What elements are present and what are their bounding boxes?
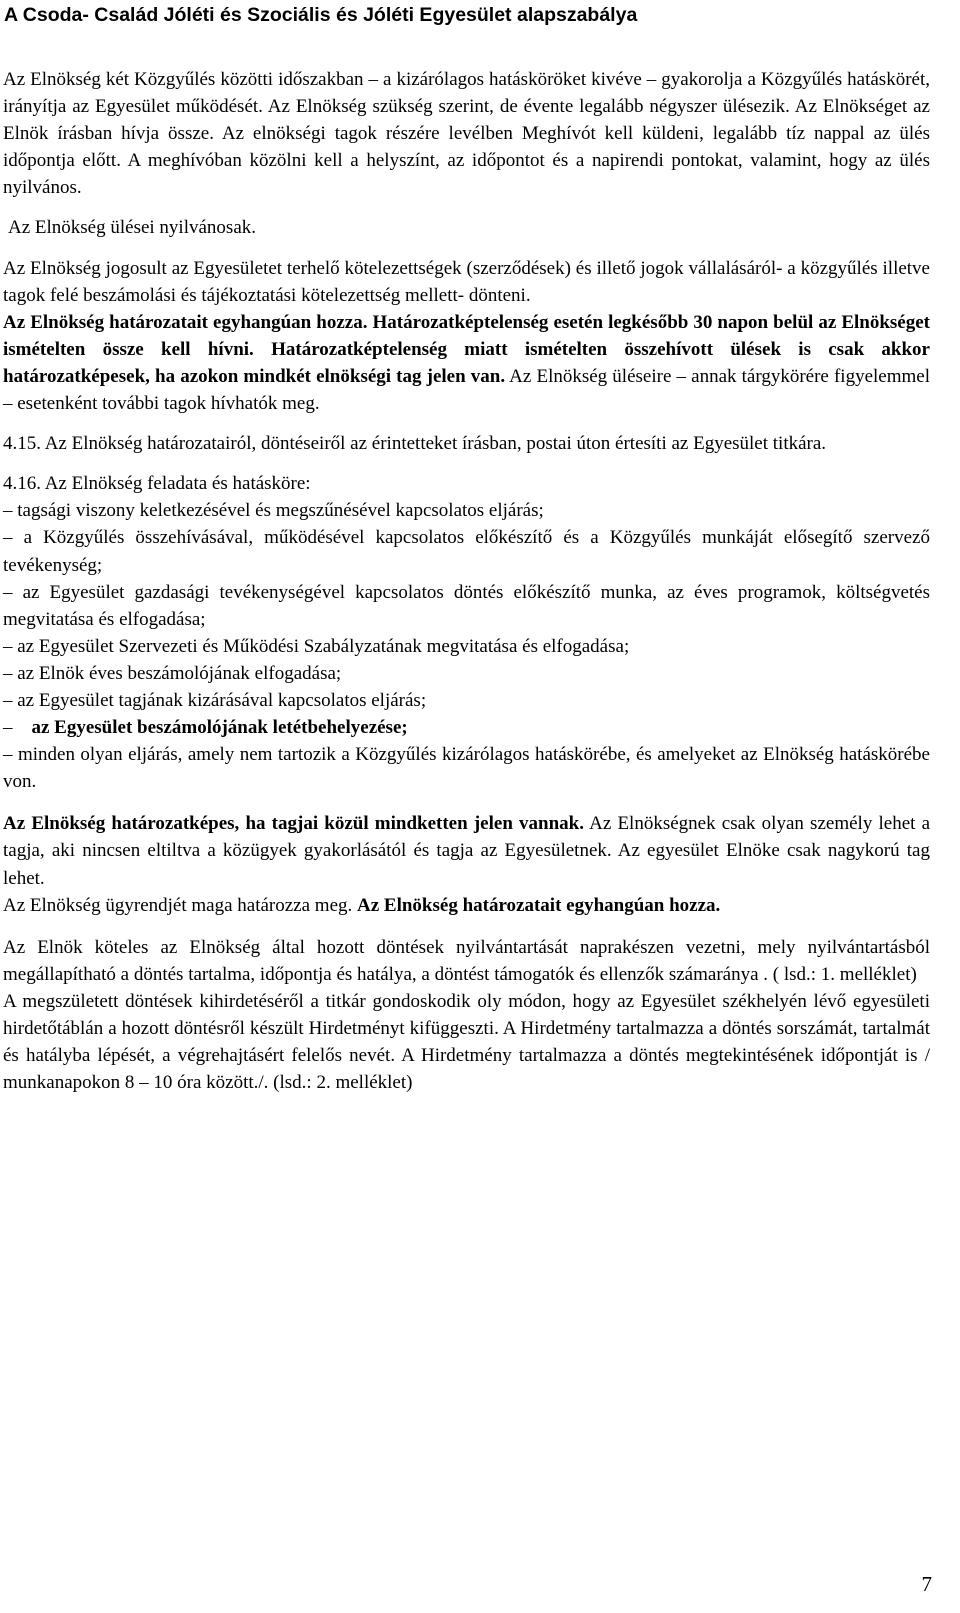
rules-text	[3, 892, 930, 919]
section-4-16	[3, 470, 930, 795]
decision-normal: Az Elnökség üléseire – annak tárgykörére figyelemmel – esetenként további tagok hívhatók meg.	[3, 365, 930, 415]
list-item: – az Elnök éves beszámolójának elfogadása;	[3, 662, 342, 684]
rules-bold: Az Elnökség határozatait egyhangúan hozza.	[357, 894, 721, 916]
list-item-bold-text: az Egyesület beszámolójának letétbehelyezése;	[31, 717, 408, 739]
records-text: Az Elnök köteles az Elnökség által hozott döntések nyilvántartását naprakészen vezetni, mely nyilvántartásból megállapítható a döntés tartalma, időpontja és hatálya, a döntést támogatók és ellenzők számaránya . ( lsd.: 1. melléklet)	[3, 936, 930, 985]
list-item: – az Egyesület Szervezeti és Működési Szabályzatának megvitatása és elfogadása;	[3, 635, 630, 657]
announcement-text: A megszületett döntések kihirdetéséről a titkár gondoskodik oly módon, hogy az Egyesület székhelyén lévő egyesületi hirdetőtáblán a hozott döntésről készült Hirdetményt kifüggeszti. A Hirdetmény tartalmazza a döntés sorszámát, tartalmát és hatályba lépését, a végrehajtásért felelős nevét. A Hirdetmény tartalmazza a döntés megtekintésének időpontját is / munkanapokon 8 – 10 óra között./. (lsd.: 2. melléklet)	[3, 990, 930, 1094]
list-item-dash: –	[3, 717, 18, 739]
paragraph-public-meetings: Az Elnökség ülései nyilvánosak.	[8, 217, 257, 239]
document-header-title: A Csoda- Család Jóléti és Szociális és Jóléti Egyesület alapszabálya	[4, 4, 638, 26]
paragraph-records	[3, 934, 930, 1097]
list-item: – az Egyesület tagjának kizárásával kapcsolatos eljárás;	[3, 689, 427, 711]
quorum-text	[3, 810, 930, 891]
rules-normal: Az Elnökség ügyrendjét maga határozza meg.	[3, 894, 357, 916]
decision-bold-1: Az Elnökség határozatait egyhangúan hozza.	[3, 311, 368, 333]
section-4-16-intro: 4.16. Az Elnökség feladata és hatásköre:	[3, 473, 311, 495]
quorum-normal: Az Elnökségnek csak olyan személy lehet a tagja, aki nincsen eltiltva a közügyek gyakorlásától és tagja az Egyesületnek. Az egyesület Elnöke csak nagykorú tag lehet.	[3, 813, 930, 889]
list-item: – minden olyan eljárás, amely nem tartozik a Közgyűlés kizárólagos hatáskörébe, és amelyeket az Elnökség hatáskörébe von.	[3, 744, 930, 793]
paragraph-meeting-rules: Az Elnökség két Közgyűlés közötti időszakban – a kizárólagos hatásköröket kivéve – gyakorolja a Közgyűlés hatáskörét, irányítja az Egyesület működését. Az Elnökség szükség szerint, de évente legalább négyszer ülésezik. Az Elnökséget az Elnök írásban hívja össze. Az elnökségi tagok részére levélben Meghívót kell küldeni, legalább tíz nappal az ülés időpontja előtt. A meghívóban közölni kell a helyszínt, az időpontot és a napirendi pontokat, valamint, hogy az ülés nyilvános.	[3, 69, 930, 199]
quorum-bold: Az Elnökség határozatképes, ha tagjai közül mindketten jelen vannak.	[3, 813, 585, 835]
paragraph-4-15: 4.15. Az Elnökség határozatairól, döntéseiről az érintetteket írásban, postai úton értesíti az Egyesület titkára.	[3, 433, 827, 455]
decision-bold-3: Határozatképtelenség miatt ismételten összehívott ülések is csak akkor határozatképesek, ha azokon mindkét elnökségi tag jelen van.	[3, 338, 930, 387]
paragraph-decisions	[3, 309, 930, 417]
paragraph-quorum	[3, 810, 930, 918]
list-item-bold	[3, 714, 930, 741]
page-number: 7	[921, 1572, 932, 1596]
list-item: – a Közgyűlés összehívásával, működésével kapcsolatos előkészítő és a Közgyűlés munkáját elősegítő szervező tevékenység;	[3, 527, 930, 576]
decision-bold-2: Határozatképtelenség esetén legkésőbb 30 napon belül az Elnökséget ismételten össze kell hívni.	[3, 311, 930, 360]
list-item: – az Egyesület gazdasági tevékenységével kapcsolatos döntés előkészítő munka, az éves programok, költségvetés megvitatása és elfogadása;	[3, 581, 930, 630]
document-body	[3, 66, 930, 1096]
list-item: – tagsági viszony keletkezésével és megszűnésével kapcsolatos eljárás;	[3, 500, 544, 522]
paragraph-obligations: Az Elnökség jogosult az Egyesületet terhelő kötelezettségek (szerződések) és illető jogok vállalásáról- a közgyűlés illetve tagok felé beszámolási és tájékoztatási kötelezettség mellett- dönteni.	[3, 257, 930, 306]
